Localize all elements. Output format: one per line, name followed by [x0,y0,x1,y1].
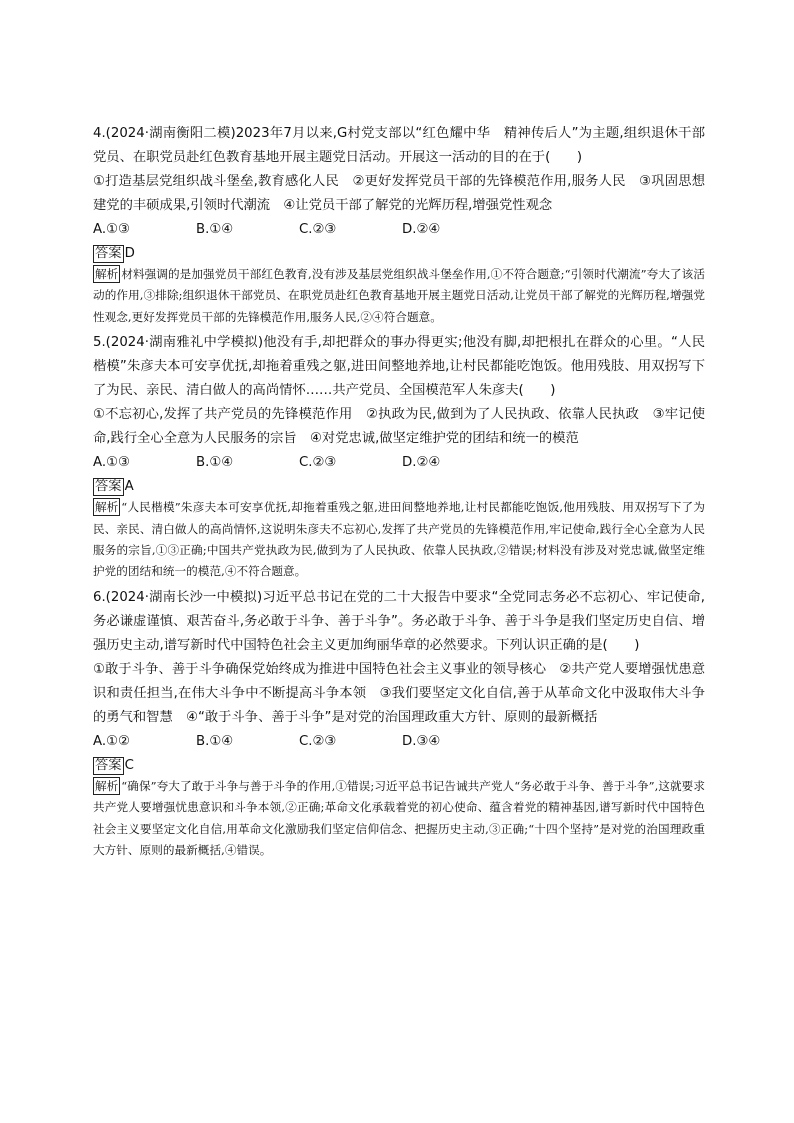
option-c: C.②③ [299,222,337,237]
option-d: D.③④ [402,733,441,749]
option-b: B.①④ [196,455,234,471]
question-statements: ①打造基层党组织战斗堡垒,教育感化人民 ②更好发挥党员干部的先锋模范作用,服务人民 ③巩固思想建党的丰硕成果,引领时代潮流 ④让党员干部了解党的光辉历程,增强党性观念 [93,174,705,213]
answer-line [93,476,705,497]
option-c: C.②③ [299,733,337,749]
question-stem: 4.(2024·湖南衡阳二模)2023年7月以来,G村党支部以“红色耀中华 精神传后人”为主题,组织退休干部党员、在职党员赴红色教育基地开展主题党日活动。开展这一活动的目的在于( ) [93,126,705,165]
question-4 [93,122,705,328]
explanation-text: “人民楷模”朱彦夫本可安享优抚,却拖着重残之躯,进田间整地养地,让村民都能吃饱饭,他用残肢、用双拐写下了为民、亲民、清白做人的高尚情怀,这说明朱彦夫不忘初心,发挥了共产党员的先锋模范作用,牢记使命,践行全心全意为人民服务的宗旨,①③正确;中国共产党执政为民,做到为了人民执政、依靠人民执政,②错误;材料没有涉及对党忠诚,做坚定维护党的团结和统一的模范,④不符合题意。 [93,500,705,579]
answer-tag: 答案 [95,246,122,261]
answer-tag: 答案 [95,757,122,773]
option-list [93,451,705,475]
answer-line [93,243,705,264]
explanation-tag: 解析 [95,267,119,281]
question-statements: ①不忘初心,发挥了共产党员的先锋模范作用 ②执政为民,做到为了人民执政、依靠人民执政 ③牢记使命,践行全心全意为人民服务的宗旨 ④对党忠诚,做坚定维护党的团结和统一的模范 [93,407,705,447]
option-b: B.①④ [196,222,234,237]
question-6 [93,586,705,862]
question-stem: 5.(2024·湖南雅礼中学模拟)他没有手,却把群众的事办得更实;他没有脚,却把根扎在群众的心里。“人民楷模”朱彦夫本可安享优抚,却拖着重残之躯,进田间整地养地,让村民都能吃饱饭。他用残肢、用双拐写下了为民、亲民、清白做人的高尚情怀……共产党员、全国模范军人朱彦夫( ) [93,335,705,399]
option-list [93,218,705,242]
explanation-text: 材料强调的是加强党员干部红色教育,没有涉及基层党组织战斗堡垒作用,①不符合题意;“引领时代潮流”夸大了该活动的作用,③排除;组织退休干部党员、在职党员赴红色教育基地开展主题党日活动,让党员干部了解党的光辉历程,增强党性观念,更好发挥党员干部的先锋模范作用,服务人民,②④符合题意。 [93,267,705,324]
option-d: D.②④ [402,455,441,471]
question-5 [93,331,705,583]
option-b: B.①④ [196,733,234,749]
answer-value: A [124,479,134,495]
question-stem: 6.(2024·湖南长沙一中模拟)习近平总书记在党的二十大报告中要求“全党同志务必不忘初心、牢记使命,务必谦虚谨慎、艰苦奋斗,务必敢于斗争、善于斗争”。务必敢于斗争、善于斗争是我们坚定历史自信、增强历史主动,谱写新时代中国特色社会主义更加绚丽华章的必然要求。下列认识正确的是( ) [93,589,705,653]
option-list [93,730,705,754]
explanation-tag: 解析 [95,778,119,793]
explanation [93,776,705,862]
answer-value: C [124,757,134,773]
question-statements: ①敢于斗争、善于斗争确保党始终成为推进中国特色社会主义事业的领导核心 ②共产党人要增强忧患意识和责任担当,在伟大斗争中不断提高斗争本领 ③我们要坚定文化自信,善于从革命文化中汲取伟大斗争的勇气和智慧 ④“敢于斗争、善于斗争”是对党的治国理政重大方针、原则的最新概括 [93,661,705,725]
answer-tag: 答案 [95,479,122,495]
option-a: A.①③ [93,455,130,471]
option-d: D.②④ [402,222,441,237]
explanation [93,264,705,328]
explanation [93,497,705,583]
answer-line [93,755,705,776]
option-c: C.②③ [299,455,337,471]
option-a: A.①② [93,733,130,749]
answer-value: D [124,246,135,261]
explanation-tag: 解析 [95,500,119,515]
explanation-text: “确保”夸大了敢于斗争与善于斗争的作用,①错误;习近平总书记告诫共产党人“务必敢于斗争、善于斗争”,这就要求共产党人要增强忧患意识和斗争本领,②正确;革命文化承载着党的初心使命、蕴含着党的精神基因,谱写新时代中国特色社会主义要坚定文化自信,用革命文化激励我们坚定信仰信念、把握历史主动,③正确;“十四个坚持”是对党的治国理政重大方针、原则的最新概括,④错误。 [93,778,705,858]
document-page [93,122,705,863]
option-a: A.①③ [93,222,130,237]
